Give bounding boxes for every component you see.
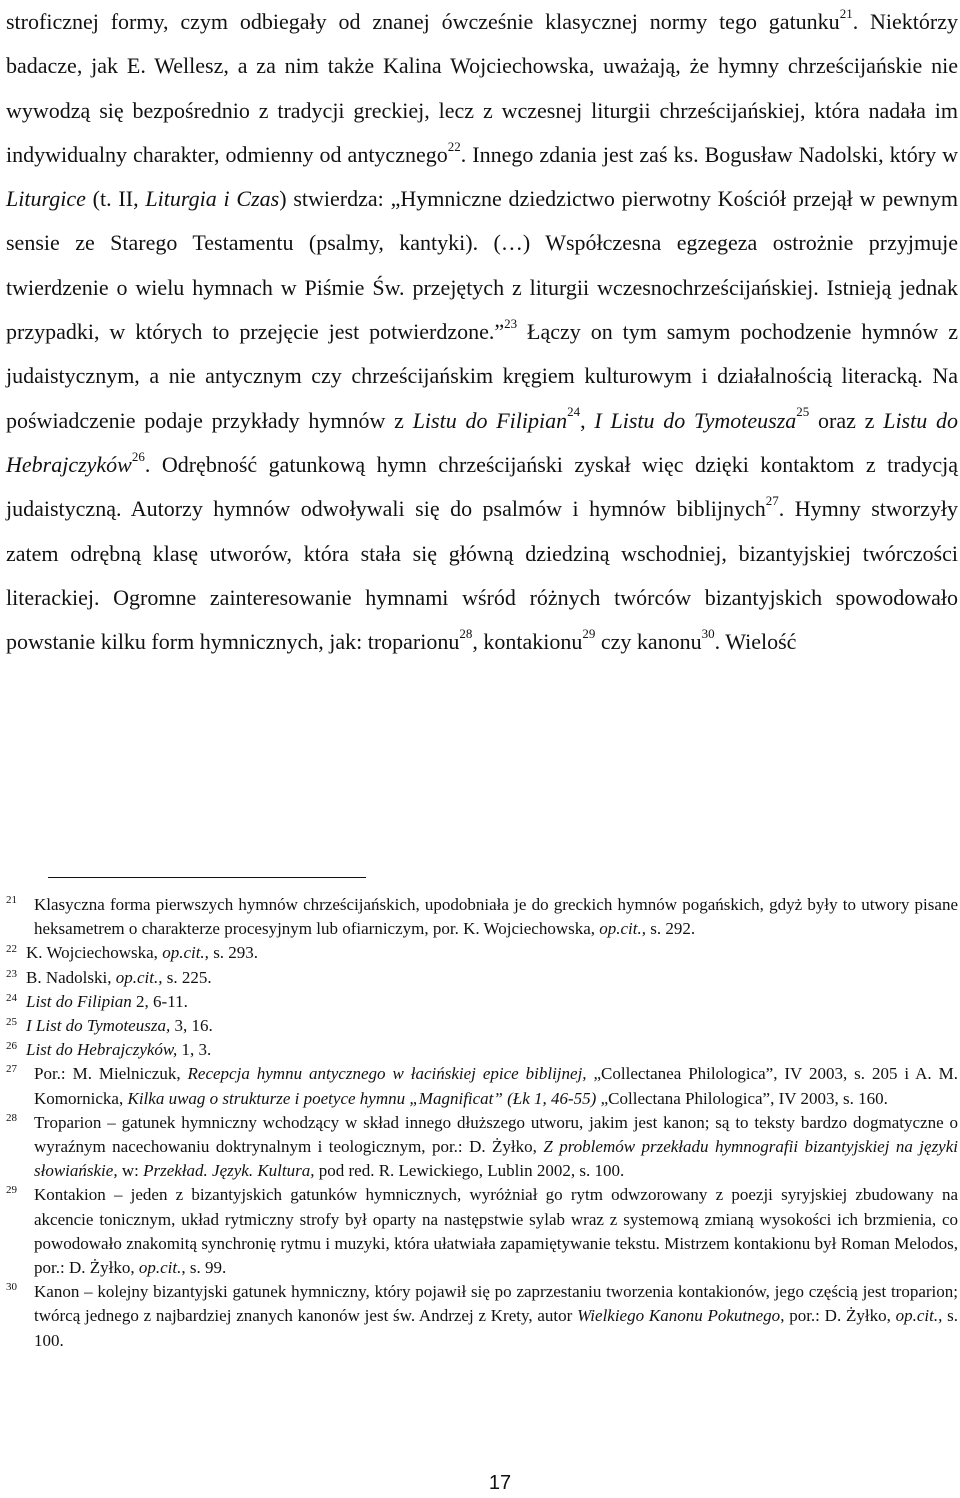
- footnote-ref-24[interactable]: 24: [567, 404, 581, 420]
- footnote-italic: op.cit.,: [599, 919, 647, 939]
- title-tymoteusza: I Listu do Tymoteusza: [594, 407, 797, 433]
- footnote-italic: op.cit.,: [895, 1306, 943, 1326]
- text-segment: ,: [580, 407, 595, 433]
- footnote-text: 1, 3.: [177, 1040, 212, 1060]
- footnote-italic: Wielkiego Kanonu Pokutnego: [577, 1306, 781, 1326]
- text-segment: Łączy on tym samym pochodzenie hymnów z judaistycznym, a nie antycznym czy chrześcijańskim kręgiem kulturowym i działalnością literacką. Na poświadczenie podaje przykłady hymnów z: [6, 319, 959, 433]
- footnote-text: „Collectanea Philologica”, IV 2003, s. 205 i A. M. Komornicka,: [34, 1064, 958, 1108]
- text-segment: . Wielość: [714, 629, 797, 655]
- main-text: [6, 0, 958, 664]
- footnote-text: B. Nadolski,: [26, 967, 116, 987]
- footnote-ref-27[interactable]: 27: [765, 492, 779, 508]
- footnote-27: [6, 1062, 958, 1110]
- footnote-ref-22[interactable]: 22: [447, 138, 461, 154]
- footnote-22: [6, 941, 958, 965]
- footnote-number: 21: [6, 894, 17, 906]
- footnote-number: 28: [6, 1111, 17, 1124]
- footnote-text: s. 293.: [208, 943, 259, 963]
- title-liturgice: Liturgice: [6, 186, 86, 212]
- text-segment: , kontakionu: [472, 629, 583, 655]
- footnote-italic: op.cit.,: [115, 967, 163, 987]
- title-hebrajczykow: Listu do Hebrajczyków: [6, 407, 958, 477]
- document-page: [6, 0, 958, 1498]
- footnote-text: s. 225.: [162, 967, 212, 987]
- footnote-text: Kontakion – jeden z bizantyjskich gatunków hymnicznych, wyróżniał go rytm odwzorowany z poezji syryjskiej zbudowany na akcencie tonicznym, układ rytmiczny strofy był oparty na następstwie sylab wraz z systemową zmianą wysokości ich brzmienia, co powodowało znakomitą synchronię rytmu i muzyki, która ułatwiała zapamiętywanie tekstu. Mistrzem kontakionu był Roman Melodos, por.: D. Żyłko,: [34, 1185, 958, 1278]
- footnote-text: w:: [117, 1161, 144, 1181]
- text-segment: (t. II,: [85, 186, 146, 212]
- footnote-number: 29: [6, 1184, 17, 1197]
- footnote-ref-26[interactable]: 26: [131, 448, 145, 464]
- footnote-text: Kanon – kolejny bizantyjski gatunek hymniczny, który pojawił się po zaprzestaniu tworzenia kontakionów, jego częścią jest troparion; twórcą jednego z najbardziej znanych kanonów jest św. Andrzej z Krety, autor: [34, 1282, 958, 1326]
- footnote-ref-23[interactable]: 23: [504, 315, 518, 331]
- footnote-text: s. 292.: [646, 919, 696, 939]
- text-segment: stroficznej formy, czym odbiegały od znanej ówcześnie klasycznej normy tego gatunku: [6, 9, 840, 34]
- footnotes-section: [6, 893, 958, 1353]
- title-liturgia-i-czas: Liturgia i Czas: [145, 186, 280, 212]
- footnote-ref-25[interactable]: 25: [796, 404, 810, 420]
- footnote-text: „Collectana Philologica”, IV 2003, s. 160.: [596, 1088, 888, 1108]
- footnote-text: , s. 99.: [181, 1258, 227, 1278]
- title-filipian: Listu do Filipian: [412, 407, 568, 433]
- text-segment: czy kanonu: [595, 629, 702, 655]
- footnote-30: [6, 1280, 958, 1353]
- footnote-26: [6, 1038, 958, 1062]
- footnote-29: [6, 1183, 958, 1280]
- footnote-text: Klasyczna forma pierwszych hymnów chrześcijańskich, upodobniała je do greckich hymnów pogańskich, gdyż były to utwory pisane heksametrem o charakterze procesyjnym lub ofiarniczym, por. K. Wojciechowska,: [34, 895, 958, 939]
- footnote-italic: op.cit.,: [162, 943, 209, 963]
- footnote-ref-28[interactable]: 28: [459, 625, 473, 641]
- footnote-24: [6, 990, 958, 1014]
- footnote-number: 30: [6, 1281, 17, 1294]
- footnote-23: [6, 966, 958, 990]
- footnote-number: 25: [6, 1016, 17, 1029]
- footnote-21: [6, 893, 958, 941]
- footnote-number: 27: [6, 1063, 17, 1076]
- footnote-28: [6, 1111, 958, 1184]
- footnote-text: 2, 6-11.: [131, 991, 188, 1011]
- footnote-text: Troparion – gatunek hymniczny wchodzący w skład innego dłuższego utworu, jakim jest kanon; są to teksty bardzo dogmatyczne o wyraźnym nacechowaniu doktrynalnym i teologicznym, por.: D. Żyłko,: [34, 1112, 958, 1157]
- text-segment: oraz z: [809, 407, 884, 433]
- footnote-text: K. Wojciechowska,: [26, 943, 163, 963]
- page-number: 17: [488, 1472, 512, 1494]
- footnote-text: s. 100.: [34, 1306, 958, 1350]
- footnote-text: , por.: D. Żyłko,: [780, 1306, 896, 1326]
- footnote-italic: op.cit.: [138, 1258, 182, 1278]
- text-segment: . Niektórzy badacze, jak E. Wellesz, a za nim także Kalina Wojciechowska, uważają, że hymny chrześcijańskie nie wywodzą się bezpośrednio z tradycji greckiej, lecz z wczesnej liturgii chrześcijańskiej, która nadała im indywidualny charakter, odmienny od antycznego: [6, 9, 959, 167]
- footnote-text: Por.: M. Mielniczuk,: [34, 1064, 188, 1084]
- footnote-italic: Kilka uwag o strukturze i poetyce hymnu „Magnificat” (Łk 1, 46-55): [127, 1088, 597, 1108]
- footnote-number: 24: [6, 991, 17, 1004]
- footnote-italic: I List do Tymoteusza,: [26, 1016, 171, 1036]
- footnote-ref-21[interactable]: 21: [839, 5, 853, 21]
- footnote-italic: List do Filipian: [26, 991, 132, 1011]
- text-segment: . Innego zdania jest zaś ks. Bogusław Nadolski, który w: [460, 141, 959, 167]
- main-paragraph: [6, 0, 958, 664]
- footnote-number: 26: [6, 1040, 17, 1053]
- footnote-separator: [48, 877, 366, 878]
- footnote-italic: Z problemów przekładu hymnografii bizantyjskiej na języki słowiańskie,: [34, 1137, 958, 1181]
- footnote-italic: Recepcja hymnu antycznego w łacińskiej epice biblijnej,: [187, 1064, 587, 1084]
- footnote-italic: Przekład. Język. Kultura,: [143, 1161, 315, 1181]
- footnote-italic: List do Hebrajczyków,: [26, 1040, 178, 1060]
- footnote-25: [6, 1014, 958, 1038]
- text-segment: ) stwierdza: „Hymniczne dziedzictwo pierwotny Kościół przejął w pewnym sensie ze Starego Testamentu (psalmy, kantyki). (…) Współczesna egzegeza ostrożnie przyjmuje twierdzenie o wielu hymnach w Piśmie Św. przejętych z liturgii wczesnochrześcijańskiej. Istnieją jednak przypadki, w których to przejęcie jest potwierdzone.”: [6, 186, 958, 345]
- footnote-number: 22: [6, 943, 17, 956]
- footnote-ref-29[interactable]: 29: [582, 625, 596, 641]
- footnote-text: pod red. R. Lewickiego, Lublin 2002, s. 100.: [314, 1161, 625, 1181]
- text-segment: . Odrębność gatunkową hymn chrześcijański zyskał więc dzięki kontaktom z tradycją judaistyczną. Autorzy hymnów odwoływali się do psalmów i hymnów biblijnych: [6, 451, 958, 522]
- footnote-ref-30[interactable]: 30: [701, 625, 715, 641]
- footnote-text: 3, 16.: [170, 1016, 213, 1036]
- footnote-number: 23: [6, 967, 17, 980]
- text-segment: . Hymny stworzyły zatem odrębną klasę utworów, która stała się główną dziedziną wschodniej, bizantyjskiej twórczości literackiej. Ogromne zainteresowanie hymnami wśród różnych twórców bizantyjskich spowodowało powstanie kilku form hymnicznych, jak: troparionu: [6, 496, 958, 655]
